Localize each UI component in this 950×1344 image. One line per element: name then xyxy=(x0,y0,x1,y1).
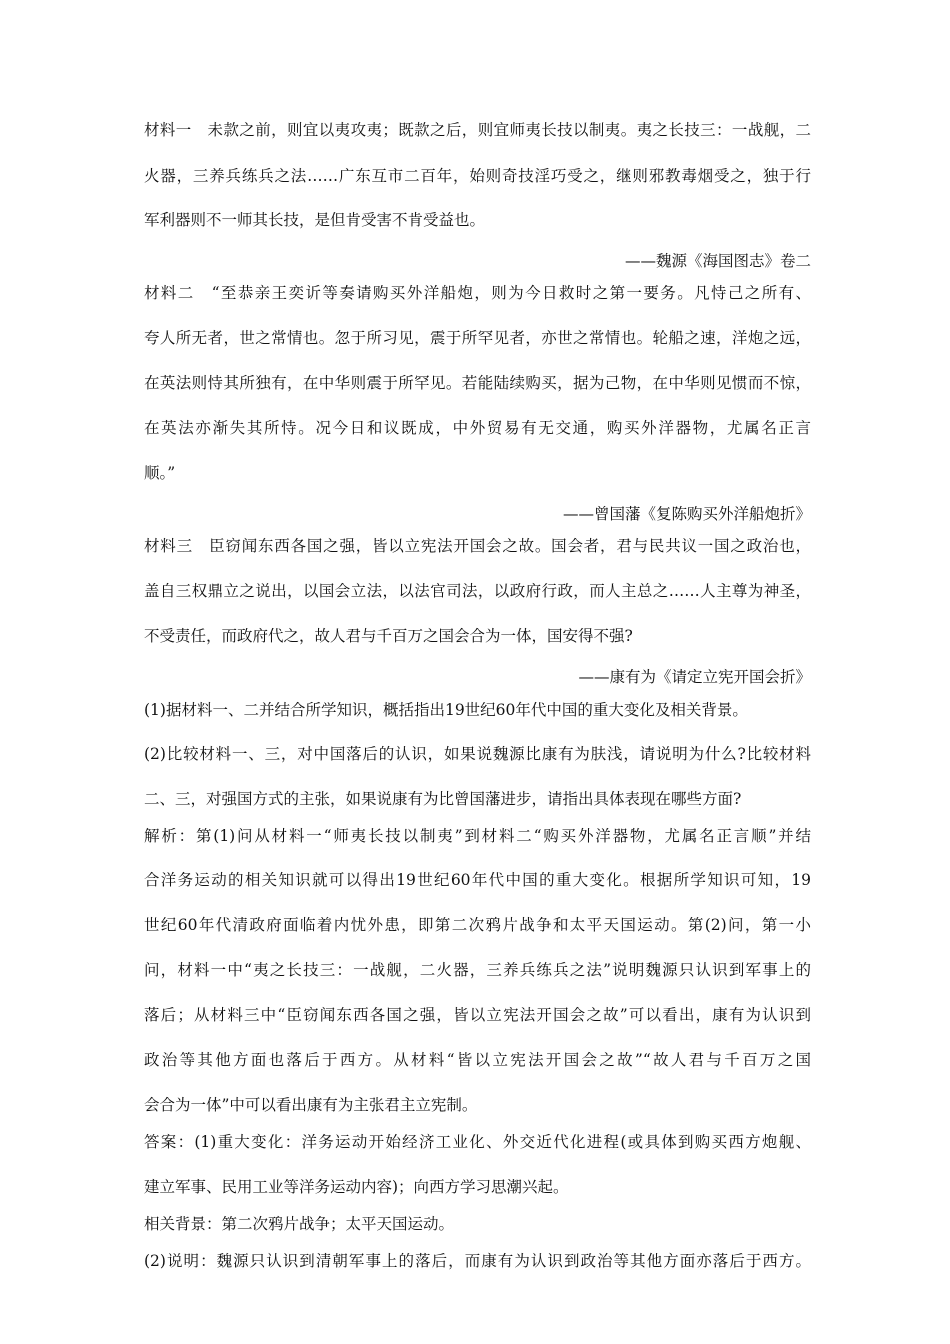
material-2-line-4: 在英法亦渐失其所恃。况今日和议既成，中外贸易有无交通，购买外洋器物，尤属名正言 xyxy=(144,419,811,437)
analysis-line-5: 落后；从材料三中“臣窃闻东西各国之强，皆以立宪法开国会之故”可以看出，康有为认识到 xyxy=(144,1006,811,1024)
analysis-line-4: 问，材料一中“夷之长技三：一战舰，二火器，三养兵练兵之法”说明魏源只认识到军事上的 xyxy=(144,961,811,979)
answer-line-1: 答案：(1)重大变化：洋务运动开始经济工业化、外交近代化进程(或具体到购买西方炮舰、 xyxy=(144,1133,811,1151)
question-2-line-1: (2)比较材料一、三，对中国落后的认识，如果说魏源比康有为肤浅，请说明为什么?比较材料 xyxy=(144,745,811,763)
material-1-line-1: 材料一 未款之前，则宜以夷攻夷；既款之后，则宜师夷长技以制夷。夷之长技三：一战舰，二 xyxy=(144,121,811,139)
analysis-line-1: 解析：第(1)问从材料一“师夷长技以制夷”到材料二“购买外洋器物，尤属名正言顺”并结 xyxy=(144,827,811,845)
analysis-line-2: 合洋务运动的相关知识就可以得出19世纪60年代中国的重大变化。根据所学知识可知，19 xyxy=(144,871,811,889)
analysis-line-3: 世纪60年代清政府面临着内忧外患，即第二次鸦片战争和太平天国运动。第(2)问，第一小 xyxy=(144,916,811,934)
answer-line-2: 建立军事、民用工业等洋务运动内容)；向西方学习思潮兴起。 xyxy=(144,1178,569,1196)
material-2-line-1: 材料二 “至恭亲王奕䜣等奏请购买外洋船炮，则为今日救时之第一要务。凡恃己之所有、 xyxy=(144,284,811,302)
material-3-line-3: 不受责任，而政府代之，故人君与千百万之国会合为一体，国安得不强? xyxy=(144,627,633,645)
analysis-line-7: 会合为一体”中可以看出康有为主张君主立宪制。 xyxy=(144,1096,478,1114)
analysis-line-6: 政治等其他方面也落后于西方。从材料“皆以立宪法开国会之故”“故人君与千百万之国 xyxy=(144,1051,811,1069)
answer-explanation: (2)说明：魏源只认识到清朝军事上的落后，而康有为认识到政治等其他方面亦落后于西方。 xyxy=(144,1252,811,1270)
material-1-source: ——魏源《海国图志》卷二 xyxy=(624,252,811,270)
material-1-line-2: 火器，三养兵练兵之法……广东互市二百年，始则奇技淫巧受之，继则邪教毒烟受之，独于行 xyxy=(144,167,811,185)
material-1-line-3: 军利器则不一师其长技，是但肯受害不肯受益也。 xyxy=(144,211,486,229)
question-2-line-2: 二、三，对强国方式的主张，如果说康有为比曾国藩进步，请指出具体表现在哪些方面? xyxy=(144,790,742,808)
material-3-line-1: 材料三 臣窃闻东西各国之强，皆以立宪法开国会之故。国会者，君与民共议一国之政治也， xyxy=(144,537,811,555)
material-2-line-2: 夸人所无者，世之常情也。忽于所习见，震于所罕见者，亦世之常情也。轮船之速，洋炮之远， xyxy=(144,329,811,347)
material-2-line-3: 在英法则恃其所独有，在中华则震于所罕见。若能陆续购买，据为己物，在中华则见惯而不惊， xyxy=(144,374,811,392)
answer-background: 相关背景：第二次鸦片战争；太平天国运动。 xyxy=(144,1215,455,1233)
material-2-source: ——曾国藩《复陈购买外洋船炮折》 xyxy=(562,505,811,523)
material-3-source: ——康有为《请定立宪开国会折》 xyxy=(578,668,811,686)
question-1: (1)据材料一、二并结合所学知识，概括指出19世纪60年代中国的重大变化及相关背景。 xyxy=(144,701,748,719)
material-2-line-5: 顺。” xyxy=(144,464,176,482)
material-3-line-2: 盖自三权鼎立之说出，以国会立法，以法官司法，以政府行政，而人主总之……人主尊为神圣， xyxy=(144,582,811,600)
